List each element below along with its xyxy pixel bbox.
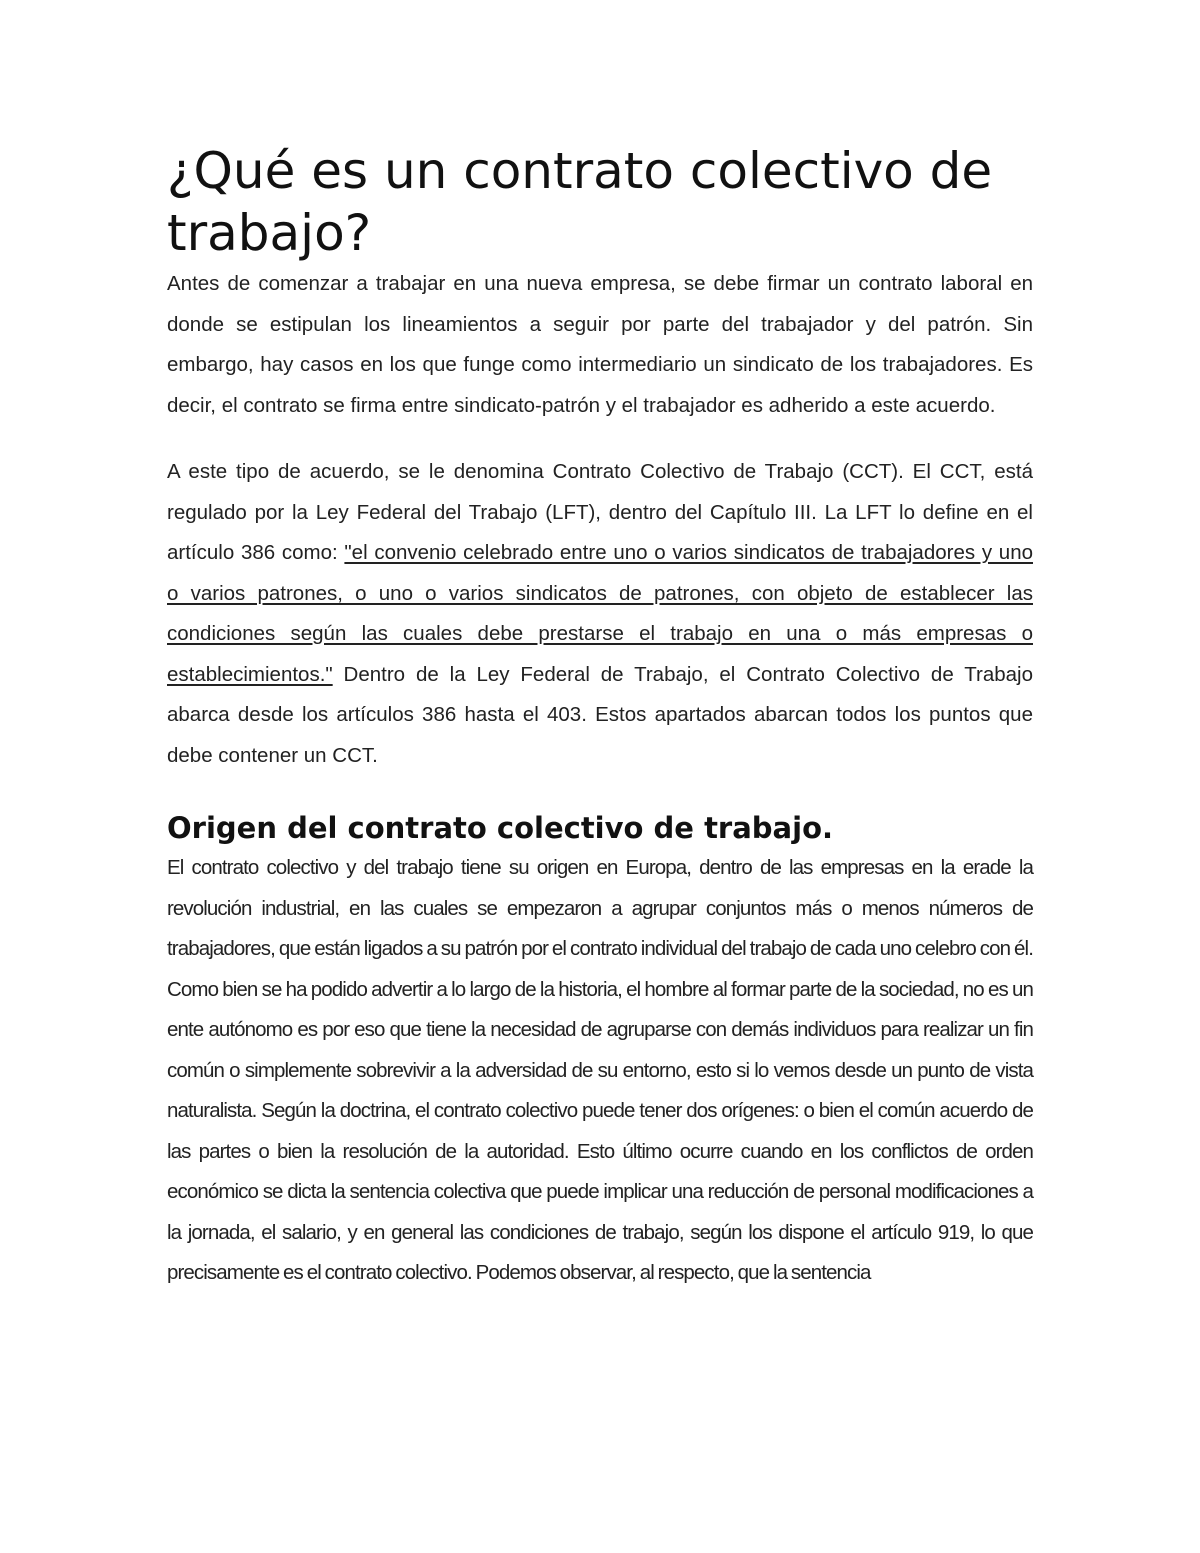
document-content	[167, 140, 1033, 1294]
paragraph-cct-outro-text: Dentro de la Ley Federal de Trabajo, el Contrato Colectivo de Trabajo abarca desde los artículos 386 hasta el 403. Estos apartados abarcan todos los puntos que debe contener un CCT.	[167, 662, 1033, 767]
paragraph-cct-intro-text: A este tipo de acuerdo, se le denomina Contrato Colectivo de Trabajo (CCT). El CCT, está regulado por la Ley Federal del Trabajo (LFT), dentro del Capítulo III. La LFT lo define en el artículo 386 como:	[167, 460, 1033, 564]
lft-quote-underlined: "el convenio celebrado entre uno o varios sindicatos de trabajadores y uno o varios patrones, o uno o varios sindicatos de patrones, con objeto de establecer las condiciones según las cuales debe prestarse el trabajo en una o más empresas o establecimientos."	[167, 541, 1033, 686]
paragraph-cct-definition	[167, 452, 1033, 776]
paragraph-intro: Antes de comenzar a trabajar en una nueva empresa, se debe firmar un contrato laboral en donde se estipulan los lineamientos a seguir por parte del trabajador y del patrón. Sin embargo, hay casos en los que funge como intermediario un sindicato de los trabajadores. Es decir, el contrato se firma entre sindicato-patrón y el trabajador es adherido a este acuerdo.	[167, 272, 1033, 417]
page-title: ¿Qué es un contrato colectivo de trabajo?	[167, 142, 993, 262]
section-heading-origen: Origen del contrato colectivo de trabajo.	[167, 811, 834, 845]
paragraph-origen: El contrato colectivo y del trabajo tiene su origen en Europa, dentro de las empresas en la erade la revolución industrial, en las cuales se empezaron a agrupar conjuntos más o menos números de trabajadores, que están ligados a su patrón por el contrato individual del trabajo de cada uno celebro con él. Como bien se ha podido advertir a lo largo de la historia, el hombre al formar parte de la sociedad, no es un ente autónomo es por eso que tiene la necesidad de agruparse con demás individuos para realizar un fin común o simplemente sobrevivir a la adversidad de su entorno, esto si lo vemos desde un punto de vista naturalista. Según la doctrina, el contrato colectivo puede tener dos orígenes: o bien el común acuerdo de las partes o bien la resolución de la autoridad. Esto último ocurre cuando en los conflictos de orden económico se dicta la sentencia colectiva que puede implicar una reducción de personal modificaciones a la jornada, el salario, y en general las condiciones de trabajo, según los dispone el artículo 919, lo que precisamente es el contrato colectivo. Podemos observar, al respecto, que la sentencia	[167, 856, 1033, 1284]
